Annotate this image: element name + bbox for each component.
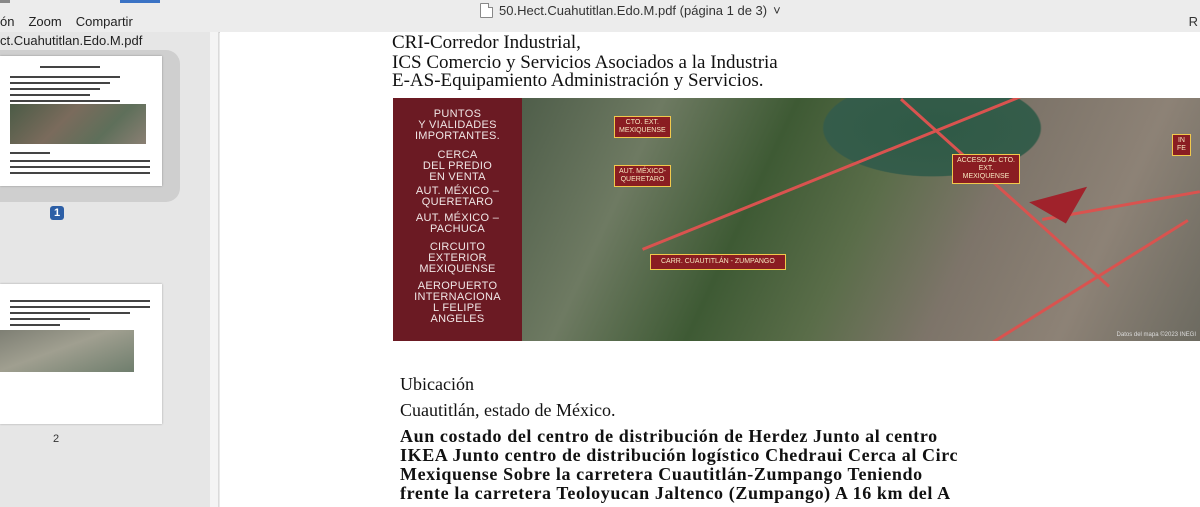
satellite-map xyxy=(522,98,1200,341)
chevron-down-icon[interactable]: ˅ xyxy=(773,3,781,18)
menu-item-accion[interactable]: ón xyxy=(0,14,15,29)
sidebar-document-title: ct.Cuahutitlan.Edo.M.pdf xyxy=(0,33,143,48)
points-of-interest-panel xyxy=(393,98,522,341)
sign-cto-ext-mexiquense: CTO. EXT. MEXIQUENSE xyxy=(614,116,671,138)
poi-aut-pachuca: AUT. MÉXICO – PACHUCA xyxy=(415,212,500,235)
poi-circuito-exterior: CIRCUITO EXTERIOR MEXIQUENSE xyxy=(419,241,496,275)
paragraph-line: IKEA Junto centro de distribución logístico Chedraui Cerca al Circ xyxy=(400,445,959,465)
location-text: Cuautitlán, estado de México. xyxy=(400,400,616,420)
toolbar xyxy=(0,0,1200,33)
paragraph-line: Mexiquense Sobre la carretera Cuautitlán-Zumpango Teniendo xyxy=(400,464,923,484)
ubicacion-heading: Ubicación xyxy=(400,374,474,394)
sign-acceso-cto-ext: ACCESO AL CTO. EXT. MEXIQUENSE xyxy=(952,154,1020,184)
menu-item-zoom[interactable]: Zoom xyxy=(28,14,62,29)
menu-bar xyxy=(0,14,133,29)
thumbnail-sidebar xyxy=(0,32,211,507)
page-thumbnail-1[interactable] xyxy=(0,56,162,186)
toolbar-right-label: R xyxy=(1188,14,1198,29)
zoning-line-1: CRI-Corredor Industrial, xyxy=(392,32,581,53)
page-number-2[interactable]: 2 xyxy=(53,433,60,445)
sign-aut-mexico-queretaro: AUT. MÉXICO- QUERETARO xyxy=(614,165,671,187)
poi-airport: AEROPUERTO INTERNACIONA L FELIPE ANGELES xyxy=(414,280,501,325)
window-title[interactable] xyxy=(480,3,781,18)
pdf-document-icon xyxy=(480,3,493,18)
poi-heading: PUNTOS Y VIALIDADES IMPORTANTES. xyxy=(414,108,501,142)
window-edge xyxy=(0,0,10,3)
toolbar-highlight xyxy=(120,0,160,3)
menu-item-compartir[interactable]: Compartir xyxy=(75,14,133,29)
pdf-page xyxy=(220,32,1200,507)
property-marker xyxy=(1029,187,1095,232)
poi-aut-queretaro: AUT. MÉXICO – QUERETARO xyxy=(415,185,500,208)
zoning-line-2: ICS Comercio y Servicios Asociados a la Industria xyxy=(392,52,778,73)
paragraph-line: frente la carretera Teoloyucan Jaltenco (Zumpango) A 16 km del A xyxy=(400,483,951,503)
location-map-banner xyxy=(393,98,1200,341)
page-thumbnail-2[interactable] xyxy=(0,284,162,424)
zoning-line-3: E-AS-Equipamiento Administración y Servicios. xyxy=(392,70,764,91)
sign-carr-cuautitlan-zumpango: CARR. CUAUTITLÁN - ZUMPANGO xyxy=(650,254,786,270)
description-paragraph xyxy=(400,427,958,503)
paragraph-line: Aun costado del centro de distribución de Herdez Junto al centro xyxy=(400,426,938,446)
map-credit: Datos del mapa ©2023 INEGI xyxy=(1116,332,1196,338)
sign-airport-partial: IN FE xyxy=(1172,134,1191,156)
poi-near-property: CERCA DEL PREDIO EN VENTA xyxy=(422,149,493,183)
sidebar-scrollbar[interactable] xyxy=(210,32,219,507)
page-number-badge-1[interactable]: 1 xyxy=(50,206,64,220)
window-title-text: 50.Hect.Cuahutitlan.Edo.M.pdf (página 1 de 3) xyxy=(499,3,768,18)
